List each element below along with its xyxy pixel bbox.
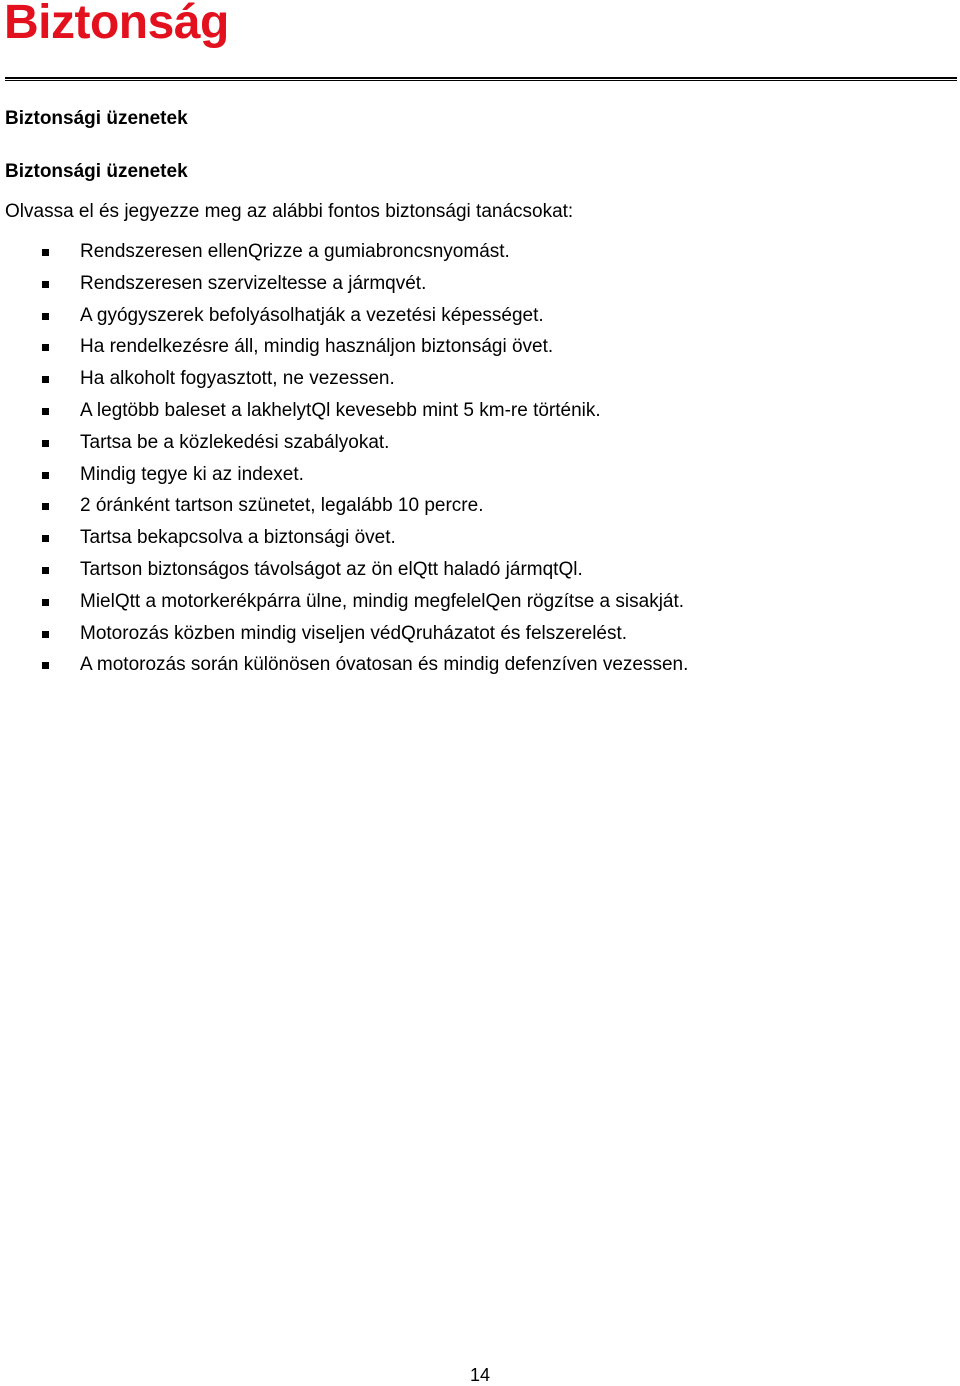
bullet-square-icon <box>42 567 49 574</box>
intro-text: Olvassa el és jegyezze meg az alábbi fontos biztonsági tanácsokat: <box>5 201 574 222</box>
bullet-square-icon <box>42 503 49 510</box>
bullet-square-icon <box>42 631 49 638</box>
bullet-square-icon <box>42 313 49 320</box>
list-item-text: Ha alkoholt fogyasztott, ne vezessen. <box>80 368 395 390</box>
list-item-text: Rendszeresen szervizeltesse a jármqvét. <box>80 272 427 294</box>
list-item-text: MielQtt a motorkerékpárra ülne, mindig megfelelQen rögzítse a sisakját. <box>80 590 685 612</box>
title-divider <box>5 77 957 81</box>
section-heading: Biztonsági üzenetek <box>5 108 188 129</box>
list-item-text: A motorozás során különösen óvatosan és mindig defenzíven vezessen. <box>80 654 689 676</box>
bullet-square-icon <box>42 344 49 351</box>
list-item-text: A gyógyszerek befolyásolhatják a vezetési képességet. <box>80 304 544 326</box>
subsection-heading: Biztonsági üzenetek <box>5 161 188 182</box>
bullet-square-icon <box>42 535 49 542</box>
list-item-text: Rendszeresen ellenQrizze a gumiabroncsnyomást. <box>80 241 510 262</box>
list-item-text: Tartsa be a közlekedési szabályokat. <box>80 431 390 453</box>
page-title: Biztonság <box>4 0 229 49</box>
list-item-text: Motorozás közben mindig viseljen védQruházatot és felszerelést. <box>80 622 628 644</box>
bullet-square-icon <box>42 376 49 383</box>
bullet-square-icon <box>42 662 49 669</box>
list-item-text: Tartsa bekapcsolva a biztonsági övet. <box>80 527 396 549</box>
list-item-text: Ha rendelkezésre áll, mindig használjon biztonsági övet. <box>80 336 554 358</box>
list-item-text: Tartson biztonságos távolságot az ön elQtt haladó jármqtQl. <box>80 558 583 580</box>
list-item-text: Mindig tegye ki az indexet. <box>80 463 304 485</box>
page-number: 14 <box>469 1365 491 1385</box>
bullet-square-icon <box>42 440 49 447</box>
bullet-square-icon <box>42 472 49 479</box>
bullet-square-icon <box>42 249 49 256</box>
bullet-square-icon <box>42 599 49 606</box>
list-item-text: 2 óránként tartson szünetet, legalább 10 percre. <box>80 495 484 517</box>
list-item-text: A legtöbb baleset a lakhelytQl kevesebb mint 5 km-re történik. <box>80 399 601 421</box>
bullet-square-icon <box>42 281 49 288</box>
bullet-square-icon <box>42 408 49 415</box>
